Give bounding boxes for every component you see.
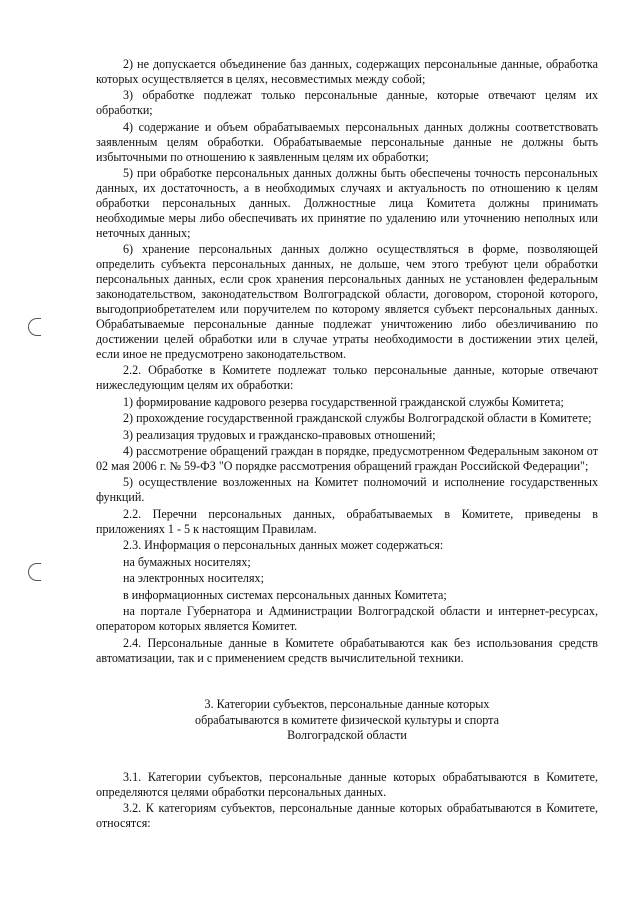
section-heading-line: обрабатываются в комитете физической культуры и спорта [195, 712, 499, 727]
paragraph: 2.4. Персональные данные в Комитете обрабатываются как без использования средств автоматизации, так и с применением средств вычислительной техники. [96, 635, 598, 665]
section-heading-line: Волгоградской области [287, 728, 407, 743]
paragraph: 4) содержание и объем обрабатываемых персональных данных должны соответствовать заявленным целям обработки. Обрабатываемые персональные данные не должны быть избыточными по отношению к заявленным целям их обработки; [96, 119, 598, 164]
list-item: 3) реализация трудовых и гражданско-правовых отношений; [123, 427, 436, 442]
paragraph: 5) при обработке персональных данных должны быть обеспечены точность персональных данных, их достаточность, а в необходимых случаях и актуальность по отношению к целям обработки персональных данных. Должностные лица Комитета должны принимать необходимые меры либо обеспечивать их принятие по удалению или уточнению неполных или неточных данных; [96, 166, 598, 240]
list-item: на портале Губернатора и Администрации Волгоградской области и интернет-ресурсах, оператором которых является Комитет. [96, 604, 598, 634]
paragraph: 2.2. Перечни персональных данных, обрабатываемых в Комитете, приведены в приложениях 1 - 5 к настоящим Правилам. [96, 506, 598, 536]
list-item: 2) прохождение государственной гражданской службы Волгоградской области в Комитете; [123, 411, 592, 425]
list-item: на электронных носителях; [123, 571, 264, 586]
list-item: 4) рассмотрение обращений граждан в порядке, предусмотренном Федеральным законом от 02 мая 2006 г. № 59-ФЗ "О порядке рассмотрения обращений граждан Российской Федерации"; [96, 444, 598, 473]
paragraph: 3.1. Категории субъектов, персональные данные которых обрабатываются в Комитете, определяются целями обработки персональных данных. [96, 769, 598, 799]
section-heading [96, 697, 598, 744]
document-body [96, 57, 598, 833]
paragraph: 2.2. Обработке в Комитете подлежат только персональные данные, которые отвечают нижеследующим целям их обработки: [96, 363, 598, 392]
paragraph: 3.2. К категориям субъектов, персональные данные которых обрабатываются в Комитете, относятся: [96, 801, 598, 831]
list-item: 1) формирование кадрового резерва государственной гражданской службы Комитета; [123, 394, 564, 409]
paragraph: 6) хранение персональных данных должно осуществляться в форме, позволяющей определить субъекта персональных данных, не дольше, чем этого требуют цели обработки персональных данных, если срок хранения персональных данных не установлен федеральным законодательством, законодательством Волгоградской области, договором, стороной которого, выгодоприобретателем или поручителем по которому является субъект персональных данных. Обрабатываемые персональные данные подлежат уничтожению либо обезличиванию по достижении целей обработки или в случае утраты необходимости в достижении этих целей, если иное не предусмотрено законодательством. [96, 242, 598, 361]
paragraph: 2.3. Информация о персональных данных может содержаться: [123, 538, 444, 553]
paragraph: 2) не допускается объединение баз данных, содержащих персональные данные, обработка которых осуществляется в целях, несовместимых между собой; [96, 57, 598, 86]
section-heading-line: 3. Категории субъектов, персональные данные которых [204, 697, 490, 712]
paragraph: 3) обработке подлежат только персональные данные, которые отвечают целям их обработки; [96, 88, 598, 118]
list-item: на бумажных носителях; [123, 554, 251, 569]
binder-hole-mark [28, 563, 41, 581]
list-item: в информационных системах персональных данных Комитета; [123, 587, 447, 602]
binder-hole-mark [28, 318, 41, 336]
list-item: 5) осуществление возложенных на Комитет полномочий и исполнение государственных функций. [96, 475, 598, 505]
